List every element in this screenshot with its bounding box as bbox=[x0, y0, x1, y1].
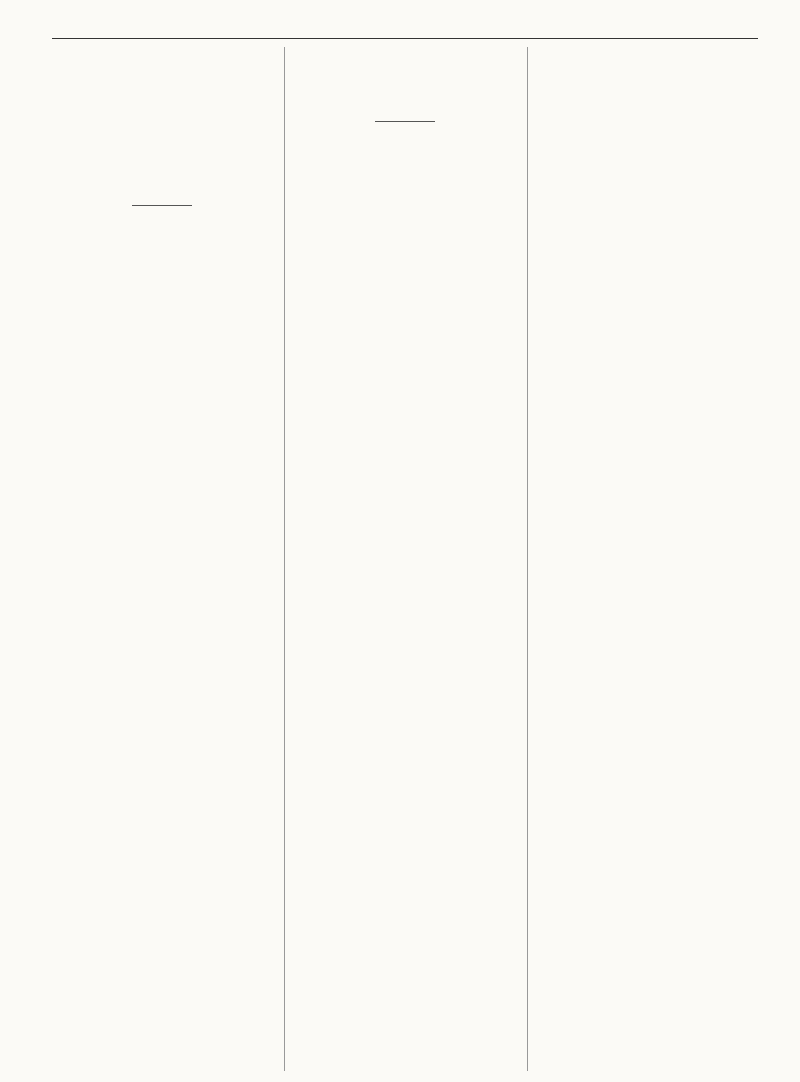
body-paragraph bbox=[538, 61, 758, 70]
body-paragraph bbox=[295, 214, 515, 223]
body-paragraph bbox=[538, 103, 758, 112]
column-3 bbox=[527, 47, 758, 1071]
body-paragraph bbox=[52, 284, 272, 293]
body-paragraph bbox=[538, 131, 758, 140]
section-date bbox=[295, 130, 515, 138]
body-paragraph bbox=[52, 312, 272, 321]
body-paragraph bbox=[295, 89, 515, 98]
body-paragraph bbox=[538, 187, 758, 196]
body-paragraph bbox=[52, 256, 272, 265]
body-paragraph bbox=[52, 131, 272, 140]
author-signature bbox=[52, 187, 272, 195]
body-paragraph bbox=[538, 201, 758, 210]
body-paragraph bbox=[538, 243, 758, 252]
body-paragraph bbox=[538, 47, 758, 56]
body-paragraph bbox=[538, 215, 758, 224]
body-paragraph bbox=[52, 145, 272, 154]
body-paragraph bbox=[295, 47, 515, 56]
body-paragraph bbox=[52, 173, 272, 182]
body-paragraph bbox=[538, 229, 758, 238]
body-paragraph bbox=[538, 89, 758, 98]
body-paragraph bbox=[52, 47, 272, 56]
body-paragraph bbox=[538, 173, 758, 182]
body-paragraph bbox=[52, 270, 272, 279]
body-paragraph bbox=[295, 172, 515, 181]
body-paragraph bbox=[52, 228, 272, 237]
body-paragraph bbox=[295, 186, 515, 195]
body-paragraph bbox=[295, 228, 515, 237]
body-paragraph bbox=[52, 326, 272, 335]
body-paragraph bbox=[538, 145, 758, 154]
masthead bbox=[52, 14, 758, 39]
author-signature bbox=[295, 103, 515, 111]
body-paragraph bbox=[52, 61, 272, 70]
body-paragraph bbox=[52, 298, 272, 307]
body-paragraph bbox=[52, 103, 272, 112]
body-paragraph bbox=[295, 75, 515, 84]
column-1 bbox=[52, 47, 272, 1071]
body-paragraph bbox=[538, 117, 758, 126]
body-paragraph bbox=[538, 75, 758, 84]
body-paragraph bbox=[295, 200, 515, 209]
article-columns bbox=[52, 47, 758, 1071]
body-paragraph bbox=[538, 299, 758, 308]
section-divider bbox=[375, 121, 435, 122]
body-paragraph bbox=[538, 271, 758, 280]
body-paragraph bbox=[538, 285, 758, 294]
body-paragraph bbox=[52, 159, 272, 168]
body-paragraph bbox=[295, 61, 515, 70]
body-paragraph bbox=[52, 242, 272, 251]
body-paragraph bbox=[295, 158, 515, 167]
column-2 bbox=[284, 47, 515, 1071]
section-date bbox=[52, 214, 272, 222]
body-paragraph bbox=[295, 256, 515, 265]
body-paragraph bbox=[295, 242, 515, 251]
body-paragraph bbox=[52, 75, 272, 84]
body-paragraph bbox=[538, 159, 758, 168]
body-paragraph bbox=[52, 117, 272, 126]
body-paragraph bbox=[538, 257, 758, 266]
body-paragraph bbox=[52, 89, 272, 98]
body-paragraph bbox=[295, 144, 515, 153]
section-divider bbox=[132, 205, 192, 206]
